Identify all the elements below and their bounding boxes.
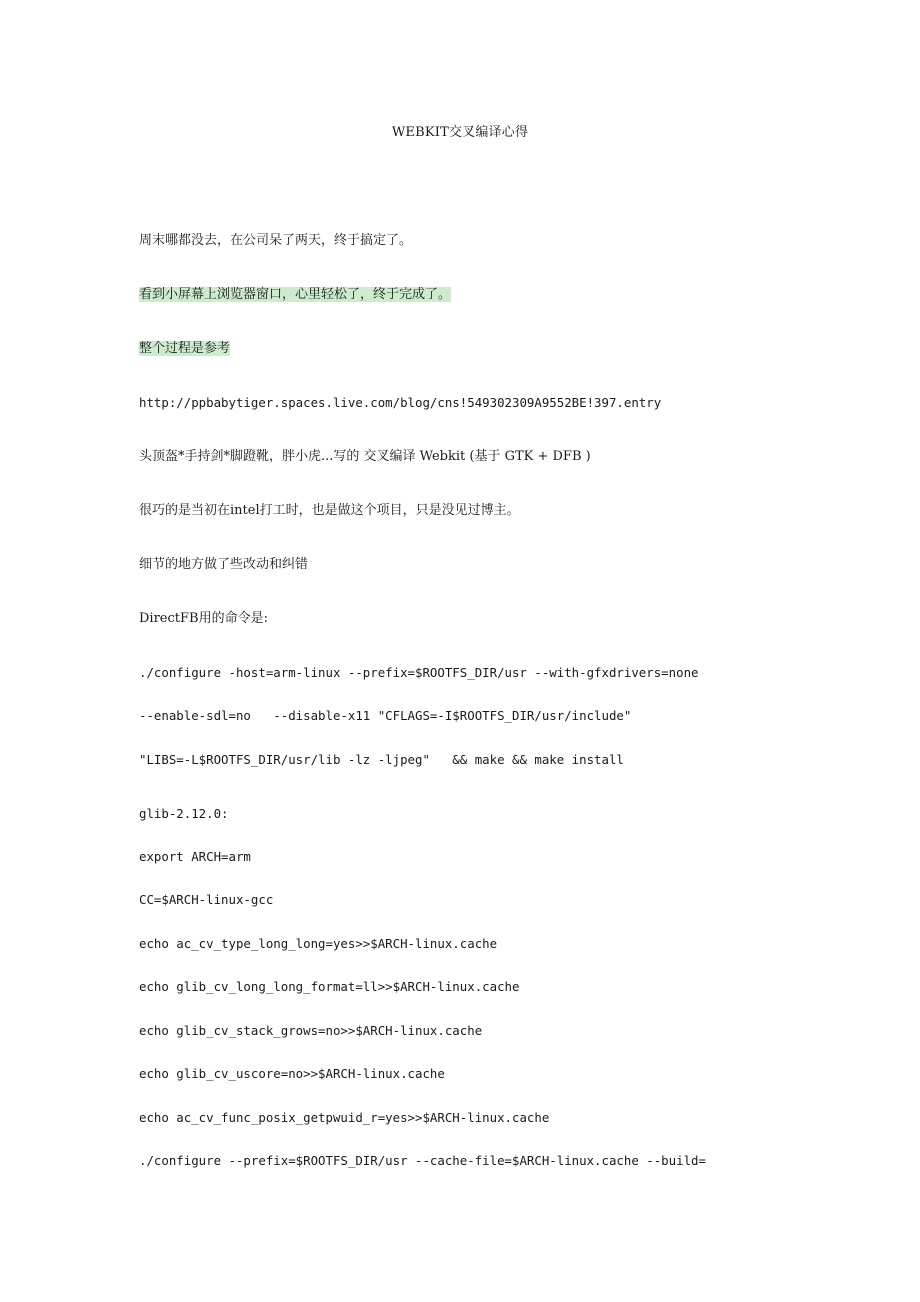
code-line: echo glib_cv_stack_grows=no>>$ARCH-linux.cache xyxy=(139,1023,483,1038)
code-line: export ARCH=arm xyxy=(139,849,251,864)
paragraph-reference xyxy=(139,339,230,359)
document-title: WEBKIT交叉编译心得 xyxy=(391,125,529,140)
code-line: ./configure --prefix=$ROOTFS_DIR/usr --cache-file=$ARCH-linux.cache --build= xyxy=(139,1153,706,1168)
code-line: echo ac_cv_func_posix_getpwuid_r=yes>>$ARCH-linux.cache xyxy=(139,1110,550,1125)
paragraph-weekend: 周末哪都没去，在公司呆了两天，终于搞定了。 xyxy=(139,233,413,248)
code-line: echo glib_cv_uscore=no>>$ARCH-linux.cache xyxy=(139,1066,445,1081)
code-line: CC=$ARCH-linux-gcc xyxy=(139,892,274,907)
glib-heading: glib-2.12.0: xyxy=(139,806,229,821)
code-line: --enable-sdl=no --disable-x11 "CFLAGS=-I$ROOTFS_DIR/usr/include" xyxy=(139,708,632,723)
highlighted-text: 整个过程是参考 xyxy=(139,341,231,356)
code-line: echo glib_cv_long_long_format=ll>>$ARCH-linux.cache xyxy=(139,979,520,994)
paragraph-changes: 细节的地方做了些改动和纠错 xyxy=(139,557,309,572)
paragraph-directfb: DirectFB用的命令是: xyxy=(139,611,268,626)
paragraph-author: 头顶盔*手持剑*脚蹬靴，胖小虎...写的 交叉编译 Webkit (基于 GTK + DFB ) xyxy=(139,449,591,464)
reference-link[interactable]: http://ppbabytiger.spaces.live.com/blog/cns!549302309A9552BE!397.entry xyxy=(139,395,662,410)
code-line: ./configure -host=arm-linux --prefix=$ROOTFS_DIR/usr --with-gfxdrivers=none xyxy=(139,665,699,680)
highlighted-text: 看到小屏幕上浏览器窗口，心里轻松了，终于完成了。 xyxy=(139,287,452,302)
code-line: echo ac_cv_type_long_long=yes>>$ARCH-linux.cache xyxy=(139,936,498,951)
code-line: "LIBS=-L$ROOTFS_DIR/usr/lib -lz -ljpeg" && make && make install xyxy=(139,752,624,767)
paragraph-browser-window xyxy=(139,285,451,305)
paragraph-intel: 很巧的是当初在intel打工时，也是做这个项目，只是没见过博主。 xyxy=(139,503,520,518)
